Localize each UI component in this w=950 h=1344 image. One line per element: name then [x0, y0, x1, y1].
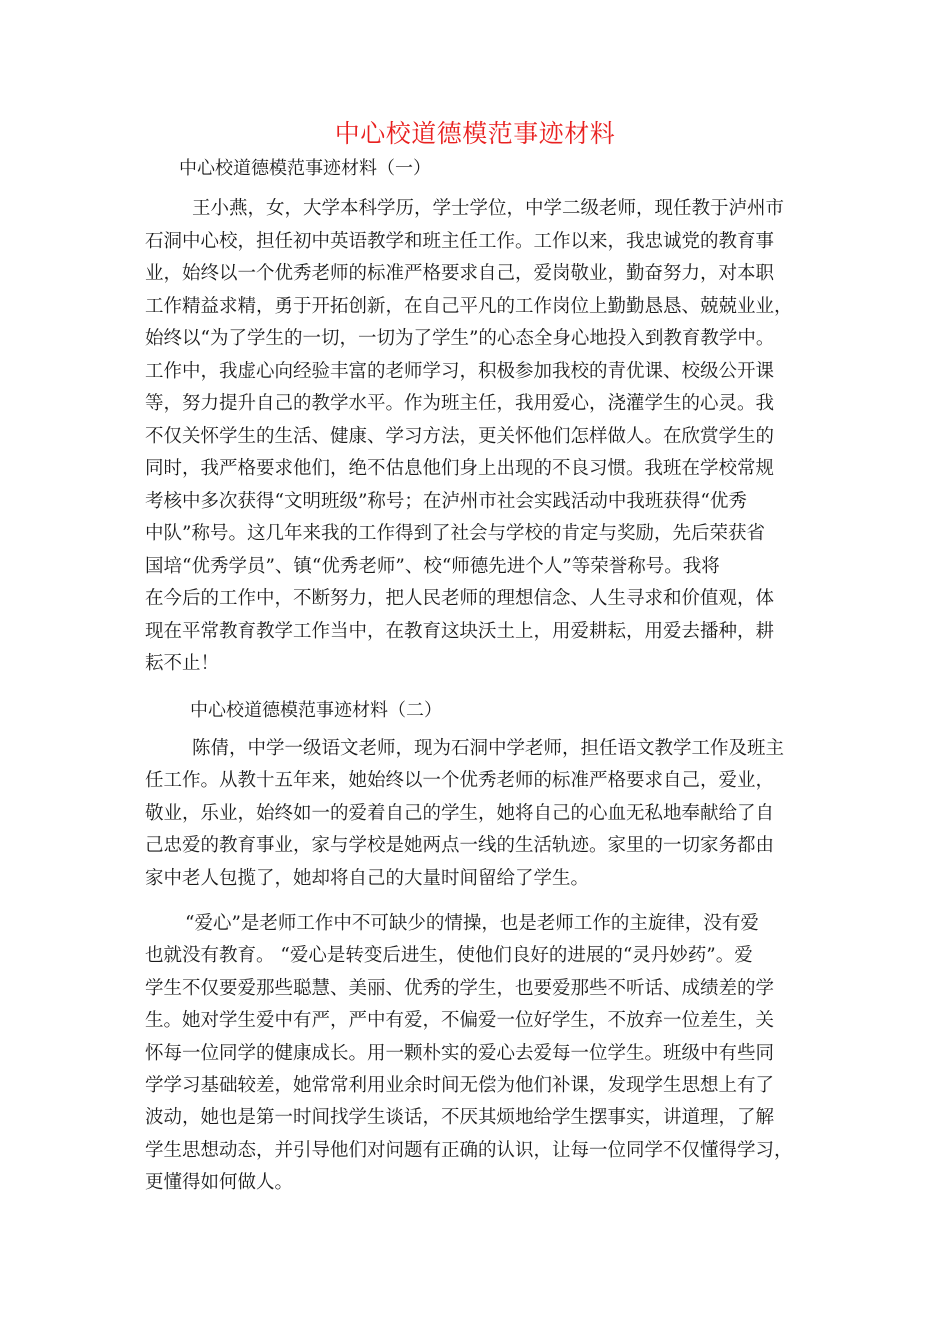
- paragraph-line: 国培“优秀学员”、镇“优秀老师”、校“师德先进个人”等荣誉称号。我将: [145, 555, 720, 577]
- section-heading-1: 中心校道德模范事迹材料（一）: [179, 158, 431, 179]
- paragraph-line: 学生不仅要爱那些聪慧、美丽、优秀的学生，也要爱那些不听话、成绩差的学: [145, 977, 775, 999]
- paragraph-line: 同时，我严格要求他们，绝不估息他们身上出现的不良习惯。我班在学校常规: [145, 458, 775, 479]
- paragraph-line: 石洞中心校，担任初中英语教学和班主任工作。工作以来，我忠诚党的教育事: [145, 230, 775, 252]
- paragraph-line: 耘不止！: [145, 653, 220, 674]
- paragraph-line: 也就没有教育。 “爱心是转变后进生，使他们良好的进展的“灵丹妙药”。爱: [145, 945, 753, 967]
- section-heading-2: 中心校道德模范事迹材料（二）: [190, 700, 442, 721]
- paragraph-line: 学学习基础较差，她常常利用业余时间无偿为他们补课，发现学生思想上有了: [145, 1074, 775, 1096]
- section-2-paragraph-2: [145, 908, 807, 1200]
- paragraph-line: 现在平常教育教学工作当中，在教育这块沃土上，用爱耕耘，用爱去播种，耕: [145, 620, 775, 642]
- paragraph-line: 在今后的工作中，不断努力，把人民老师的理想信念、人生寻求和价值观，体: [145, 588, 775, 609]
- document-title: 中心校道德模范事迹材料: [334, 119, 616, 148]
- paragraph-line: 敬业，乐业，始终如一的爱着自己的学生，她将自己的心血无私地奉献给了自: [145, 802, 775, 824]
- paragraph-line: 不仅关怀学生的生活、健康、学习方法，更关怀他们怎样做人。在欣赏学生的: [145, 425, 775, 447]
- section-1-paragraph-1: [145, 193, 807, 681]
- paragraph-line: 己忠爱的教育事业，家与学校是她两点一线的生活轨迹。家里的一切家务都由: [145, 835, 775, 857]
- paragraph-line: 始终以“为了学生的一切，一切为了学生”的心态全身心地投入到教育教学中。: [145, 328, 775, 349]
- paragraph-line: 考核中多次获得“文明班级”称号；在泸州市社会实践活动中我班获得“优秀: [145, 490, 747, 512]
- paragraph-line: 中队”称号。这几年来我的工作得到了社会与学校的肯定与奖励，先后荣获省: [145, 523, 765, 544]
- paragraph-line: 陈倩，中学一级语文老师，现为石洞中学老师，担任语文教学工作及班主: [192, 738, 785, 759]
- paragraph-line: 工作中，我虚心向经验丰富的老师学习，积极参加我校的青优课、校级公开课: [145, 360, 775, 382]
- paragraph-line: 更懂得如何做人。: [145, 1172, 294, 1194]
- paragraph-line: 等，努力提升自己的教学水平。作为班主任，我用爱心，浇灌学生的心灵。我: [145, 393, 775, 414]
- paragraph-line: 学生思想动态，并引导他们对问题有正确的认识，让每一位同学不仅懂得学习，: [145, 1139, 793, 1161]
- paragraph-line: 家中老人包揽了，她却将自己的大量时间留给了学生。: [145, 867, 590, 889]
- paragraph-line: “爱心”是老师工作中不可缺少的情操，也是老师工作的主旋律，没有爱: [185, 913, 759, 934]
- paragraph-line: 业，始终以一个优秀老师的标准严格要求自己，爱岗敬业，勤奋努力，对本职: [145, 263, 775, 284]
- paragraph-line: 任工作。从教十五年来，她始终以一个优秀老师的标准严格要求自己，爱业，: [145, 770, 775, 792]
- paragraph-line: 怀每一位同学的健康成长。用一颗朴实的爱心去爱每一位学生。班级中有些同: [145, 1042, 775, 1064]
- paragraph-line: 王小燕，女，大学本科学历，学士学位，中学二级老师，现任教于泸州市: [192, 198, 785, 219]
- paragraph-line: 生。她对学生爱中有严，严中有爱，不偏爱一位好学生，不放弃一位差生，关: [145, 1010, 775, 1032]
- section-2-paragraph-1: [145, 733, 807, 895]
- paragraph-line: 工作精益求精，勇于开拓创新，在自己平凡的工作岗位上勤勤恳恳、兢兢业业，: [145, 295, 793, 317]
- paragraph-line: 波动，她也是第一时间找学生谈话，不厌其烦地给学生摆事实，讲道理，了解: [145, 1107, 775, 1129]
